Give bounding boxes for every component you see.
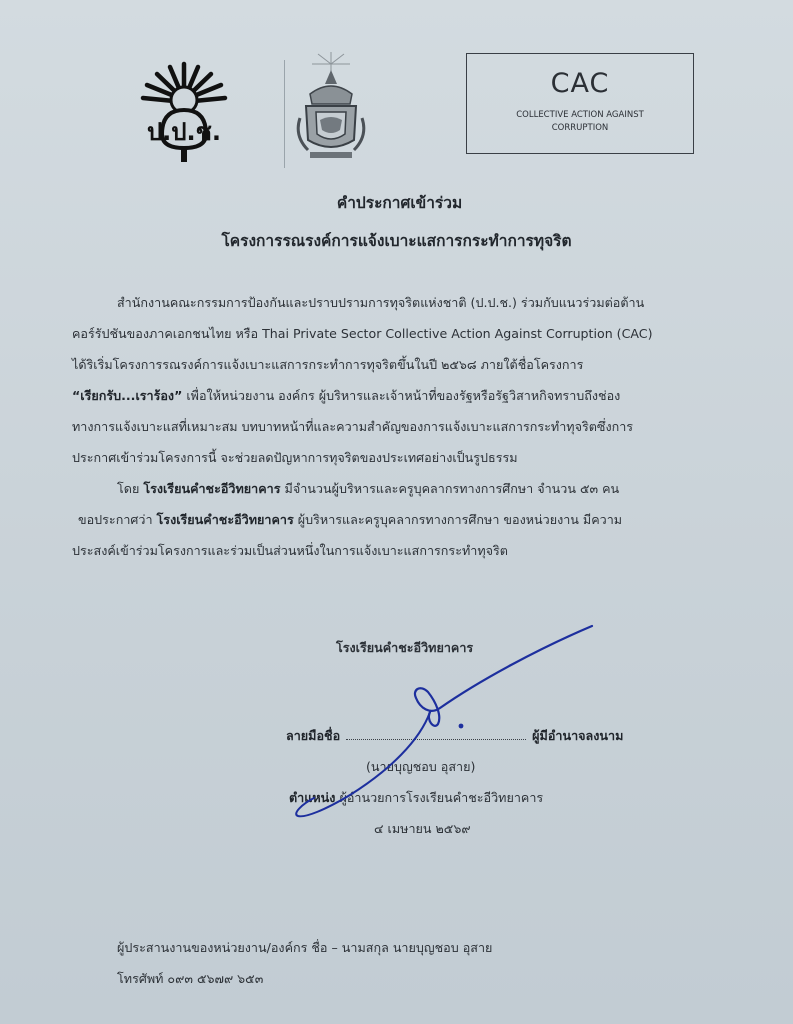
school-name: โรงเรียนคำชะอีวิทยาคาร (143, 481, 281, 496)
paragraph1-line3: ได้ริเริ่มโครงการรณรงค์การแจ้งเบาะแสการกระทำการทุจริตขึ้นในปี ๒๕๖๘ ภายใต้ชื่อโครงการ (72, 357, 584, 372)
signer-name: (นายบุญชอบ อุสาย) (366, 759, 476, 774)
paragraph2-prefix: โดย (117, 481, 144, 496)
position-label: ตำแหน่ง (289, 790, 336, 805)
school-name: โรงเรียนคำชะอีวิทยาคาร (156, 512, 294, 527)
coordinator-line: ผู้ประสานงานของหน่วยงาน/องค์กร ชื่อ – นามสกุล นายบุญชอบ อุสาย (117, 940, 493, 955)
cac-subtitle: COLLECTIVE ACTION AGAINST CORRUPTION (516, 110, 644, 133)
paragraph2-line2 (78, 510, 622, 530)
sign-label: ลายมือชื่อ (286, 728, 341, 743)
signature-date: ๔ เมษายน ๒๕๖๙ (374, 821, 471, 836)
nacc-logo-text: ป.ป.ช. (146, 118, 222, 146)
signature-org: โรงเรียนคำชะอีวิทยาคาร (336, 640, 474, 655)
sign-role: ผู้มีอำนาจลงนาม (532, 728, 624, 743)
paragraph2-line1 (117, 479, 619, 499)
announcement-title: คำประกาศเข้าร่วม (336, 194, 463, 212)
paragraph1-line6: ประกาศเข้าร่วมโครงการนี้ จะช่วยลดปัญหาการทุจริตของประเทศอย่างเป็นรูปธรรม (72, 450, 518, 465)
paragraph2-line2-text: ผู้บริหารและครูบุคลากรทางการศึกษา ของหน่วยงาน มีความ (293, 512, 623, 527)
campaign-name: “เรียกรับ...เราร้อง” (72, 388, 183, 403)
paragraph2-line1-text: มีจำนวนผู้บริหารและครูบุคลากรทางการศึกษา จำนวน ๕๓ คน (280, 481, 620, 496)
handwritten-signature (280, 620, 600, 830)
paragraph1-line4-text: เพื่อให้หน่วยงาน องค์กร ผู้บริหารและเจ้าหน้าที่ของรัฐหรือรัฐวิสาหกิจทราบถึงช่อง (182, 388, 621, 403)
project-title: โครงการรณรงค์การแจ้งเบาะแสการกระทำการทุจริต (221, 232, 572, 250)
paragraph1-line2: คอร์รัปชันของภาคเอกชนไทย หรือ Thai Private Sector Collective Action Against Corruption (CAC) (72, 326, 653, 341)
cac-logo-box (466, 53, 694, 154)
paragraph1-line1: สำนักงานคณะกรรมการป้องกันและปราบปรามการทุจริตแห่งชาติ (ป.ป.ช.) ร่วมกับแนวร่วมต่อต้าน (117, 295, 645, 310)
paragraph2-declare: ขอประกาศว่า (78, 512, 157, 527)
paragraph1-line4 (72, 386, 620, 406)
cac-title: CAC (550, 68, 610, 99)
paragraph1-line5: ทางการแจ้งเบาะแสที่เหมาะสม บทบาทหน้าที่และความสำคัญของการแจ้งเบาะแสการกระทำทุจริตซึ่งการ (72, 419, 634, 434)
logo-divider (284, 60, 285, 168)
nacc-logo (140, 58, 228, 164)
phone-line: โทรศัพท์ ๐๙๓ ๕๖๗๙ ๖๕๓ (117, 971, 264, 986)
signer-position: ผู้อำนวยการโรงเรียนคำชะอีวิทยาคาร (339, 790, 544, 805)
royal-emblem-logo (290, 48, 372, 164)
paragraph2-line3: ประสงค์เข้าร่วมโครงการและร่วมเป็นส่วนหนึ่งในการแจ้งเบาะแสการกระทำทุจริต (72, 543, 508, 558)
